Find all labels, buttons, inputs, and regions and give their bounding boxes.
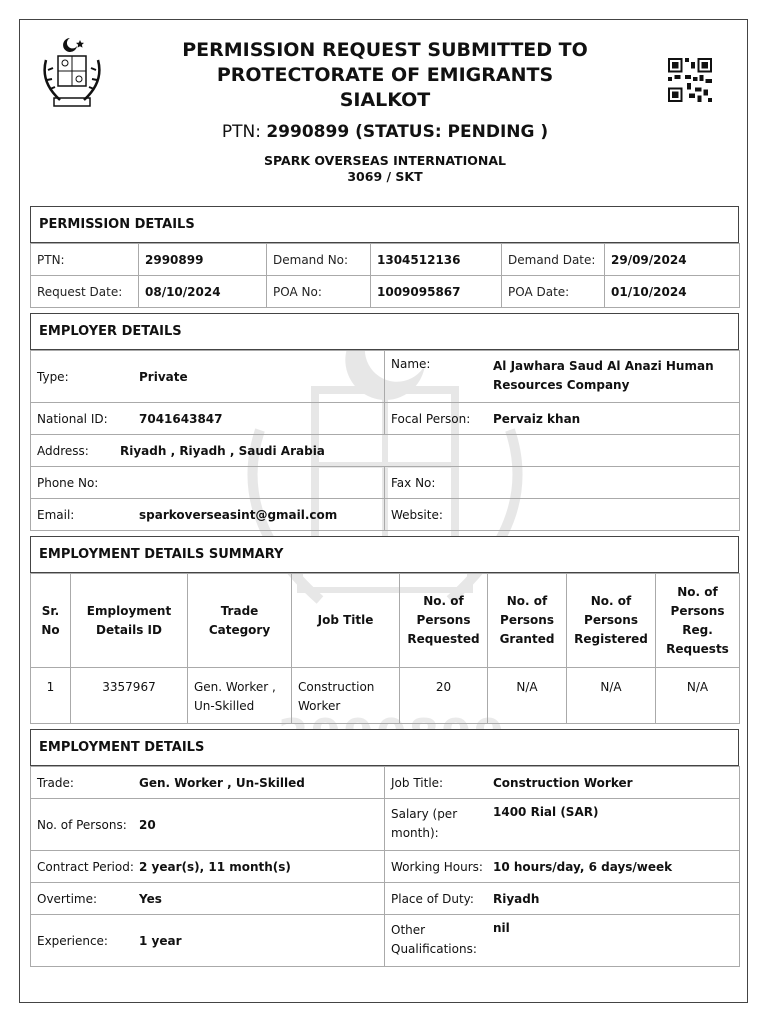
- national-id-cell: [31, 403, 385, 435]
- table-row: [31, 499, 740, 531]
- experience-cell: [31, 915, 385, 967]
- employer-type-value: Private: [139, 369, 188, 384]
- employer-type-label: Type:: [37, 369, 69, 384]
- contract-label: Contract Period:: [37, 859, 134, 874]
- request-date-value: 08/10/2024: [139, 276, 267, 308]
- title-line-1: PERMISSION REQUEST SUBMITTED TO: [182, 39, 588, 61]
- column-header: No. of Persons Requested: [400, 574, 488, 668]
- ptn-label: PTN:: [221, 122, 261, 142]
- employment-summary-heading: EMPLOYMENT DETAILS SUMMARY: [30, 536, 739, 573]
- title-line-3: SIALKOT: [339, 89, 431, 111]
- column-header: Employment Details ID: [71, 574, 188, 668]
- permission-details-table: [30, 243, 740, 308]
- overtime-value: Yes: [139, 891, 162, 906]
- table-row: [31, 883, 740, 915]
- demand-no-label: Demand No:: [267, 244, 371, 276]
- persons-label: No. of Persons:: [37, 817, 127, 832]
- demand-date-value: 29/09/2024: [605, 244, 740, 276]
- summary-cell: Construction Worker: [292, 668, 400, 724]
- agency-block: [140, 153, 630, 185]
- contract-value: 2 year(s), 11 month(s): [139, 859, 291, 874]
- employer-name-label: Name:: [391, 357, 431, 371]
- job-title-value: Construction Worker: [493, 775, 633, 790]
- summary-cell: 3357967: [71, 668, 188, 724]
- salary-cell: [385, 799, 740, 851]
- table-row: [31, 435, 740, 467]
- duty-cell: [385, 883, 740, 915]
- address-value: Riyadh , Riyadh , Saudi Arabia: [120, 443, 325, 458]
- pakistan-emblem-icon: [40, 36, 104, 114]
- table-row: [31, 403, 740, 435]
- permission-details-heading: PERMISSION DETAILS: [30, 206, 739, 243]
- ptn-value: 2990899 (STATUS: PENDING ): [266, 122, 549, 142]
- request-date-label: Request Date:: [31, 276, 139, 308]
- salary-label: Salary (per month):: [391, 807, 458, 840]
- other-qualifications-label: Other Qualifications:: [391, 923, 477, 956]
- employer-name-cell: [385, 351, 740, 403]
- employment-details-table: [30, 766, 740, 967]
- website-label: Website:: [391, 507, 443, 522]
- email-value: sparkoverseasint@gmail.com: [139, 507, 338, 522]
- column-header: No. of Persons Granted: [488, 574, 567, 668]
- employer-name-value: Al Jawhara Saud Al Anazi Human Resources Company: [493, 359, 714, 392]
- website-cell: [385, 499, 740, 531]
- persons-value: 20: [139, 817, 156, 832]
- hours-value: 10 hours/day, 6 days/week: [493, 859, 673, 874]
- column-header: No. of Persons Reg. Requests: [656, 574, 740, 668]
- employer-details-table: [30, 350, 740, 531]
- phone-label: Phone No:: [37, 475, 99, 490]
- table-row: [31, 351, 740, 403]
- summary-cell: N/A: [656, 668, 740, 724]
- summary-cell: 1: [31, 668, 71, 724]
- phone-cell: [31, 467, 385, 499]
- employment-details-heading: EMPLOYMENT DETAILS: [30, 729, 739, 766]
- trade-value: Gen. Worker , Un-Skilled: [139, 775, 305, 790]
- table-row: [31, 799, 740, 851]
- demand-date-label: Demand Date:: [502, 244, 605, 276]
- job-title-label: Job Title:: [391, 775, 444, 790]
- summary-cell: N/A: [567, 668, 656, 724]
- ptn-field-value: 2990899: [139, 244, 267, 276]
- summary-cell: Gen. Worker , Un-Skilled: [188, 668, 292, 724]
- document-title: [140, 38, 630, 113]
- focal-person-label: Focal Person:: [391, 411, 471, 426]
- table-row: [31, 276, 740, 308]
- address-label: Address:: [37, 443, 89, 458]
- table-row: [31, 915, 740, 967]
- table-row: [31, 668, 740, 724]
- agency-name: SPARK OVERSEAS INTERNATIONAL: [264, 153, 506, 168]
- experience-label: Experience:: [37, 933, 108, 948]
- document-page: [19, 19, 748, 1003]
- other-qualifications-cell: [385, 915, 740, 967]
- employment-summary-table: [30, 573, 740, 724]
- poa-date-label: POA Date:: [502, 276, 605, 308]
- summary-header-row: [31, 574, 740, 668]
- summary-cell: 20: [400, 668, 488, 724]
- column-header: Sr. No: [31, 574, 71, 668]
- salary-value: 1400 Rial (SAR): [493, 805, 599, 819]
- job-title-cell: [385, 767, 740, 799]
- overtime-cell: [31, 883, 385, 915]
- email-cell: [31, 499, 385, 531]
- hours-label: Working Hours:: [391, 859, 483, 874]
- agency-code: 3069 / SKT: [347, 169, 423, 184]
- trade-cell: [31, 767, 385, 799]
- focal-person-cell: [385, 403, 740, 435]
- poa-date-value: 01/10/2024: [605, 276, 740, 308]
- address-cell: [31, 435, 740, 467]
- trade-label: Trade:: [37, 775, 74, 790]
- employer-type-cell: [31, 351, 385, 403]
- qr-code-icon: [668, 58, 712, 102]
- contract-cell: [31, 851, 385, 883]
- hours-cell: [385, 851, 740, 883]
- overtime-label: Overtime:: [37, 891, 98, 906]
- column-header: No. of Persons Registered: [567, 574, 656, 668]
- national-id-value: 7041643847: [139, 411, 223, 426]
- table-row: [31, 851, 740, 883]
- title-line-2: PROTECTORATE OF EMIGRANTS: [216, 64, 554, 86]
- fax-label: Fax No:: [391, 475, 436, 490]
- experience-value: 1 year: [139, 933, 182, 948]
- table-row: [31, 244, 740, 276]
- focal-person-value: Pervaiz khan: [493, 411, 581, 426]
- poa-no-label: POA No:: [267, 276, 371, 308]
- column-header: Trade Category: [188, 574, 292, 668]
- ptn-status: [140, 122, 630, 142]
- fax-cell: [385, 467, 740, 499]
- table-row: [31, 767, 740, 799]
- column-header: Job Title: [292, 574, 400, 668]
- demand-no-value: 1304512136: [371, 244, 502, 276]
- duty-value: Riyadh: [493, 891, 540, 906]
- summary-cell: N/A: [488, 668, 567, 724]
- poa-no-value: 1009095867: [371, 276, 502, 308]
- ptn-field-label: PTN:: [31, 244, 139, 276]
- employer-details-heading: EMPLOYER DETAILS: [30, 313, 739, 350]
- other-qualifications-value: nil: [493, 921, 510, 935]
- persons-cell: [31, 799, 385, 851]
- duty-label: Place of Duty:: [391, 891, 474, 906]
- table-row: [31, 467, 740, 499]
- national-id-label: National ID:: [37, 411, 108, 426]
- email-label: Email:: [37, 507, 75, 522]
